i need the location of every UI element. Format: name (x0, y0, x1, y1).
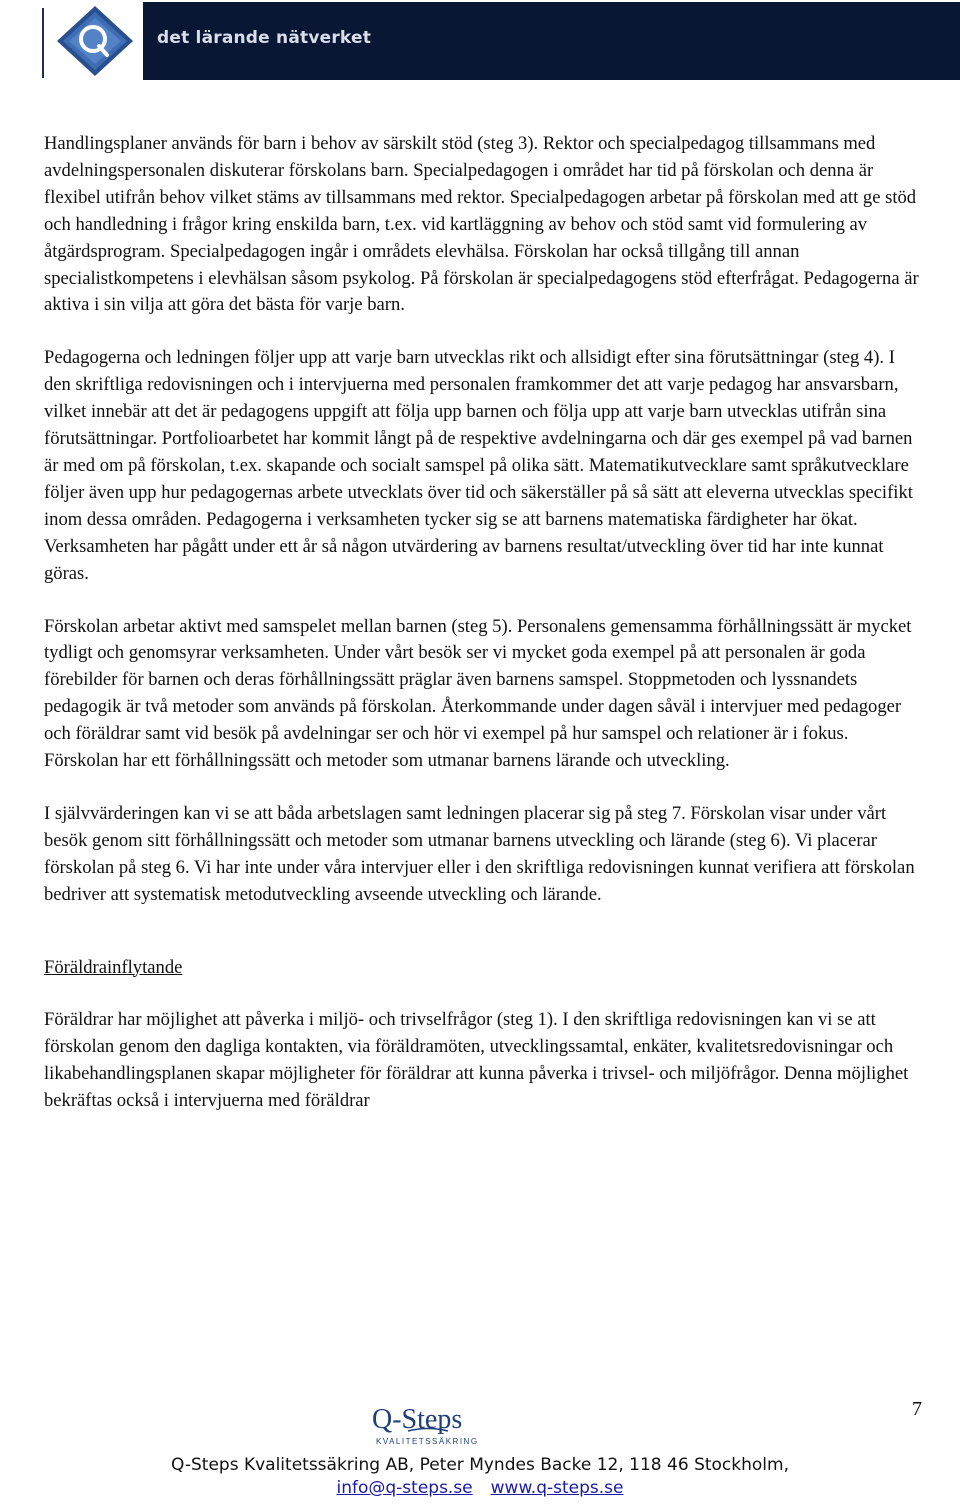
header-divider (42, 8, 44, 78)
paragraph-follow-up: Pedagogerna och ledningen följer upp att varje barn utvecklas rikt och allsidigt efter sina förutsättningar (steg 4). I den skriftliga redovisningen och i intervjuerna med personalen framkommer det att varje pedagog har ansvarsbarn, vilket innebär att det är pedagogens uppgift att följa upp barnen och följa upp att varje barn utvecklas utifrån sina förutsättningar. Portfolioarbetet har kommit långt på de respektive avdelningarna och där ges exempel på vad barnen är med om på förskolan, t.ex. skapande och socialt samspel på olika sätt. Matematikutvecklare samt språkutvecklare följer även upp hur pedagogernas arbete utvecklats över tid och säkerställer på så sätt att eleverna utvecklas specifikt inom dessa områden. Pedagogerna i verksamheten tycker sig se att barnens matematiska färdigheter har ökat. Verksamheten har pågått under ett år så någon utvärdering av barnens resultat/utveckling över tid har inte kunnat göras. (44, 347, 913, 584)
paragraph-self-assessment: I självvärderingen kan vi se att båda arbetslagen samt ledningen placerar sig på steg 7. Förskolan visar under vårt besök genom sitt förhållningssätt och metoder som utmanar barnens utveckling och lärande (steg 6). Vi placerar förskolan på steg 6. Vi har inte under våra intervjuer eller i den skriftliga redovisningen kunnat verifiera att förskolan bedriver att systematisk metodutveckling avseende utveckling och lärande. (44, 802, 915, 905)
section-heading: Föräldrainflytande (44, 956, 183, 978)
q-logo-icon (47, 2, 143, 80)
paragraph-interaction: Förskolan arbetar aktivt med samspelet mellan barnen (steg 5). Personalens gemensamma förhållningssätt är mycket tydligt och genomsyrar verksamheten. Under vårt besök ser vi mycket goda exempel på att personalen är goda förebilder för barnen och deras förhållningssätt präglar även barnens samspel. Stoppmetoden och lyssnandets pedagogik är två metoder som används på förskolan. Återkommande under dagen såväl i intervjuer med pedagoger och föräldrar samt vid besök på avdelningar ser och hör vi exempel på hur samspel och relationer är i fokus. Förskolan har ett förhållningssätt och metoder som utmanar barnens lärande och utveckling. (44, 615, 912, 772)
logo-sub-text: KVALITETSSÄKRING (376, 1437, 479, 1446)
brand-text: det lärande nätverket (157, 28, 372, 48)
header-banner (42, 2, 960, 80)
logo-main-text: Q-Steps (372, 1404, 463, 1435)
document-body (44, 131, 924, 1141)
paragraph-parent-influence: Föräldrar har möjlighet att påverka i miljö- och trivselfrågor (steg 1). I den skriftliga redovisningen kan vi se att förskolan genom den dagliga kontakten, via föräldramöten, utvecklingssamtal, enkäter, kvalitetsredovisningar och likabehandlingsplanen skapar möjligheter för föräldrar att kunna påverka i trivsel- och miljöfrågor. Denna möjlighet bekräftas också i intervjuerna med föräldrar (44, 1009, 909, 1112)
page-number: 7 (912, 1398, 922, 1420)
q-logo (47, 2, 143, 80)
paragraph-special-support: Handlingsplaner används för barn i behov av särskilt stöd (steg 3). Rektor och specialpedagog tillsammans med avdelningspersonalen diskuterar förskolans barn. Specialpedagogen i området har tid på förskolan och denna är flexibel utifrån behov vilket stäms av tillsammans med rektor. Specialpedagogen arbetar på förskolan med att ge stöd och handledning i frågor kring enskilda barn, t.ex. vid kartläggning av behov och stöd samt vid formulering av åtgärdsprogram. Specialpedagogen ingår i områdets elevhälsa. Förskolan har också tillgång till annan specialistkompetens i elevhälsan såsom psykolog. På förskolan är specialpedagogens stöd efterfrågat. Pedagogerna är aktiva i sin vilja att göra det bästa för varje barn. (44, 133, 919, 316)
header-bar (143, 2, 960, 80)
footer-links (0, 1478, 960, 1498)
qsteps-logo (368, 1400, 488, 1450)
website-link[interactable]: www.q-steps.se (490, 1478, 624, 1498)
footer-address: Q-Steps Kvalitetssäkring AB, Peter Myndes Backe 12, 118 46 Stockholm, (171, 1455, 789, 1475)
email-link[interactable]: info@q-steps.se (336, 1478, 473, 1498)
qsteps-logo-icon (368, 1400, 488, 1450)
